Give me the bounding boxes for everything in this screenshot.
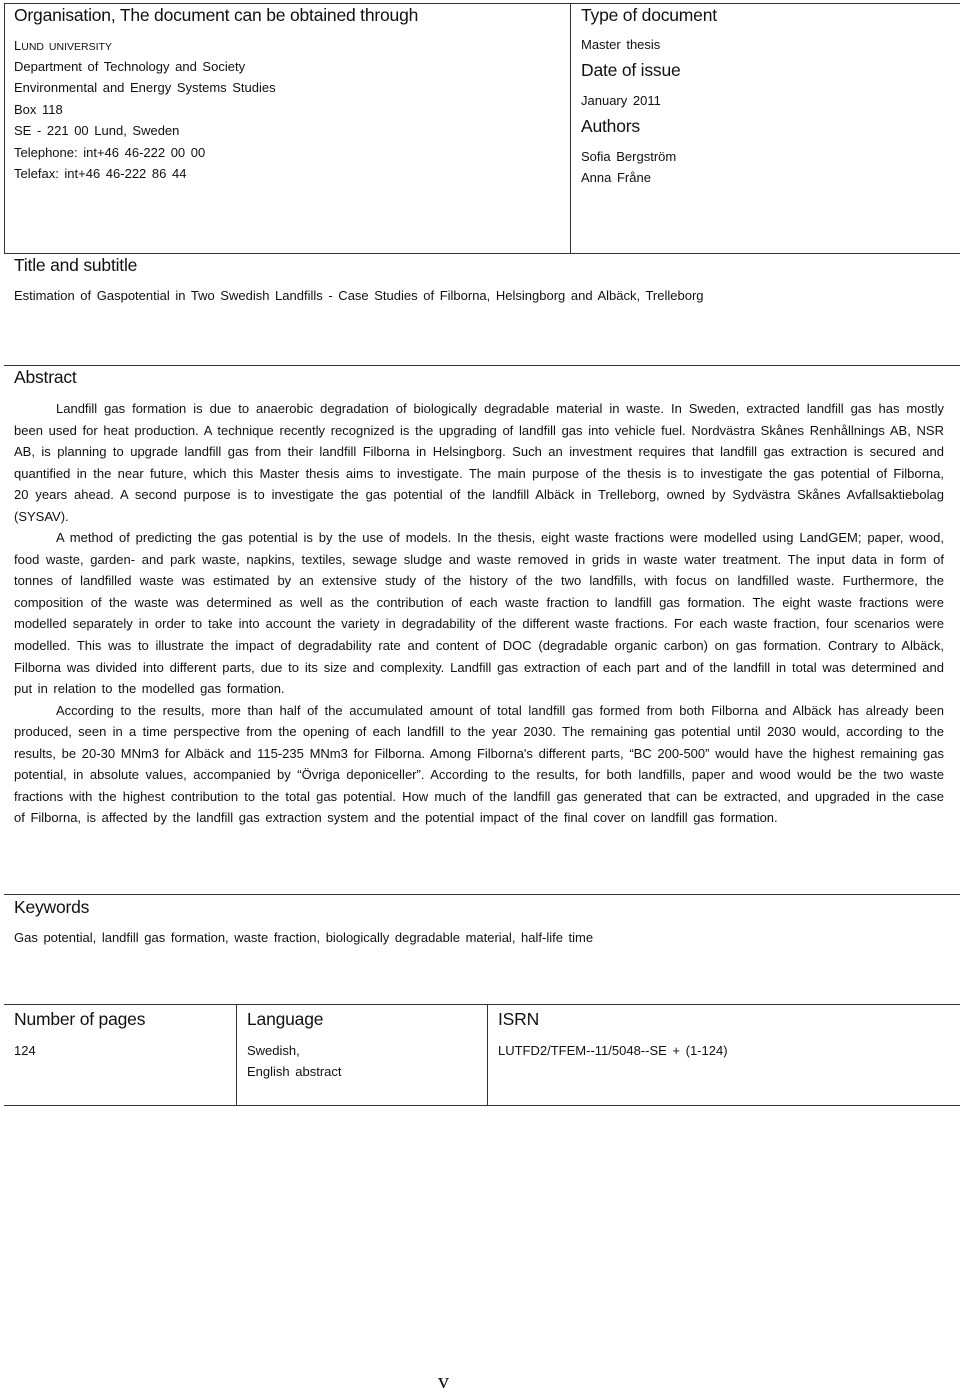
authors-heading: Authors bbox=[581, 116, 640, 136]
author-name: Anna Fråne bbox=[581, 170, 651, 185]
page-number: v bbox=[438, 1368, 449, 1393]
university-name bbox=[14, 38, 112, 53]
abstract-heading: Abstract bbox=[14, 367, 77, 387]
isrn-heading: ISRN bbox=[498, 1009, 540, 1029]
org-line-division: Environmental and Energy Systems Studies bbox=[14, 80, 276, 95]
university-initial: L bbox=[14, 38, 22, 53]
title-bottom-rule bbox=[4, 365, 960, 366]
keywords-heading: Keywords bbox=[14, 897, 90, 917]
footer-table-top-rule bbox=[4, 1004, 960, 1005]
header-divider bbox=[570, 3, 571, 254]
date-of-issue-heading: Date of issue bbox=[581, 60, 681, 80]
document-type-value: Master thesis bbox=[581, 37, 661, 52]
title-heading: Title and subtitle bbox=[14, 255, 138, 275]
org-line-telefax: Telefax: int+46 46-222 86 44 bbox=[14, 166, 187, 181]
pages-value: 124 bbox=[14, 1043, 36, 1058]
org-line-address: SE - 221 00 Lund, Sweden bbox=[14, 123, 180, 138]
abstract-paragraph: Landfill gas formation is due to anaerobic degradation of biologically degradable material in waste. In Sweden, extracted landfill gas has mostly been used for heat production. A technique recently recognized is the upgrading of landfill gas into vehicle fuel. Nordvästra Skånes Renhållnings AB, NSR AB, is planning to upgrade landfill gas from their landfill Filborna in Helsingborg. Such an investment requires that landfill gas extraction is secured and quantified in the near future, which this Master thesis aims to investigate. The main purpose of the thesis is to investigate the gas potential of Filborna, 20 years ahead. A second purpose is to investigate the gas potential of the landfill Albäck in Trelleborg, owned by Sydvästra Skånes Avfallsaktiebolag (SYSAV). bbox=[14, 401, 944, 524]
abstract-body bbox=[14, 398, 944, 829]
pages-heading: Number of pages bbox=[14, 1009, 146, 1029]
abstract-bottom-rule bbox=[4, 894, 960, 895]
organisation-heading: Organisation, The document can be obtained through bbox=[14, 5, 419, 25]
org-line-telephone: Telephone: int+46 46-222 00 00 bbox=[14, 145, 206, 160]
org-line-department: Department of Technology and Society bbox=[14, 59, 246, 74]
document-type-heading: Type of document bbox=[581, 5, 717, 25]
university-rest: UND UNIVERSITY bbox=[21, 41, 112, 53]
thesis-title: Estimation of Gaspotential in Two Swedish Landfills - Case Studies of Filborna, Helsingborg and Albäck, Trelleborg bbox=[14, 288, 704, 303]
author-name: Sofia Bergström bbox=[581, 149, 677, 164]
language-line: Swedish, bbox=[247, 1043, 300, 1058]
org-line-box: Box 118 bbox=[14, 102, 63, 117]
header-bottom-rule bbox=[4, 253, 960, 254]
language-line: English abstract bbox=[247, 1064, 342, 1079]
footer-table-bottom-rule bbox=[4, 1105, 960, 1106]
isrn-value: LUTFD2/TFEM--11/5048--SE + (1-124) bbox=[498, 1043, 728, 1058]
abstract-paragraph: According to the results, more than half of the accumulated amount of total landfill gas formed from both Filborna and Albäck has already been produced, seen in a time perspective from the opening of each landfill to the year 2030. The remaining gas potential until 2030 would, according to the results, be 20-30 MNm3 for Albäck and 115-235 MNm3 for Filborna. Among Filborna's different parts, “BC 200-500” would have the highest remaining gas potential, in absolute values, accompanied by “Övriga deponiceller”. According to the results, for both landfills, paper and wood would be the two waste fractions with the highest contribution to the total gas potential. How much of the landfill gas generated that can be extracted, and upgraded in the case of Filborna, is affected by the landfill gas extraction system and the potential impact of the final cover on landfill gas formation. bbox=[14, 702, 944, 826]
keywords-value: Gas potential, landfill gas formation, waste fraction, biologically degradable material, half-life time bbox=[14, 930, 594, 945]
language-heading: Language bbox=[247, 1009, 324, 1029]
footer-table-divider bbox=[236, 1004, 237, 1105]
abstract-paragraph: A method of predicting the gas potential is by the use of models. In the thesis, eight waste fractions were modelled using LandGEM; paper, wood, food waste, garden- and park waste, napkins, textiles, sewage sludge and waste removed in grids in waste water treatment. The input data in form of tonnes of landfilled waste was estimated by an extensive study of the history of the two landfills, with focus on landfilled waste. Furthermore, the composition of the waste was determined as well as the contribution of each waste fraction to landfill gas formation. The eight waste fractions were modelled separately in order to take into account the variety in degradability of the different waste fractions. For each waste fraction, four scenarios were modelled. This was to illustrate the impact of degradability rate and content of DOC (degradable organic carbon) on gas formation. Contrary to Albäck, Filborna was divided into different parts, due to its size and complexity. Landfill gas extraction of each part and of the landfill in total was determined and put in relation to the modelled gas formation. bbox=[14, 530, 944, 697]
footer-table-divider bbox=[487, 1004, 488, 1105]
date-of-issue-value: January 2011 bbox=[581, 93, 661, 108]
